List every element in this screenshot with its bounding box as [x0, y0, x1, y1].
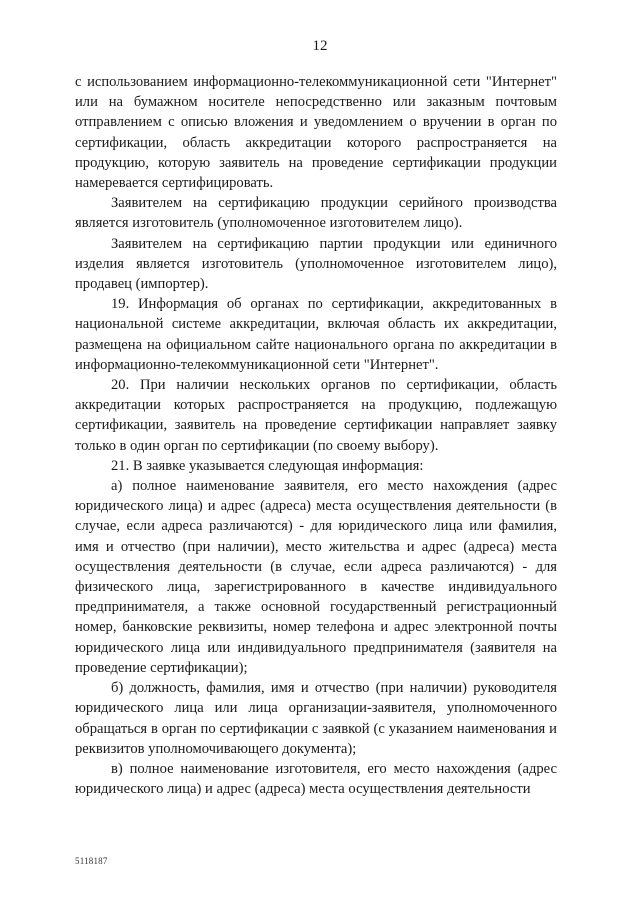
- paragraph-subitem-b: б) должность, фамилия, имя и отчество (при наличии) руководителя юридического лица или лица организации-заявителя, уполномоченного обращаться в орган по сертификации с заявкой (с указанием наименования и реквизитов уполномочивающего документа);: [75, 680, 557, 757]
- paragraph-subitem-v: в) полное наименование изготовителя, его место нахождения (адрес юридического лица) и адрес (адреса) места осуществления деятельности: [75, 760, 557, 798]
- paragraph-serial-applicant: Заявителем на сертификацию продукции серийного производства является изготовитель (уполномоченное изготовителем лицо).: [75, 195, 557, 232]
- paragraph-batch-applicant: Заявителем на сертификацию партии продукции или единичного изделия является изготовитель (уполномоченное изготовителем лицо), продавец (импортер).: [75, 235, 557, 293]
- document-code: 5118187: [75, 856, 108, 866]
- paragraph-subitem-a: а) полное наименование заявителя, его место нахождения (адрес юридического лица) и адрес (адреса) места осуществления деятельности (в случае, если адреса различаются) - для юридического лица или фамилия, имя и отчество (при наличии), место жительства и адрес (адреса) места осуществления деятельности (в случае, если адреса различаются) - для физического лица, зарегистрированного в качестве индивидуального предпринимателя, а также основной государственный регистрационный номер, банковские реквизиты, номер телефона и адрес электронной почты юридического лица или индивидуального предпринимателя (заявителя на проведение сертификации);: [75, 478, 557, 676]
- paragraph-item-20: 20. При наличии нескольких органов по сертификации, область аккредитации которых распространяется на продукцию, подлежащую сертификации, заявитель на проведение сертификации направляет заявку только в один орган по сертификации (по своему выбору).: [75, 377, 557, 454]
- paragraph-item-21: 21. В заявке указывается следующая информация:: [111, 457, 424, 474]
- paragraph-continuation: с использованием информационно-телекоммуникационной сети "Интернет" или на бумажном носителе непосредственно или заказным почтовым отправлением с описью вложения и уведомлением о вручении в орган по сертификации, область аккредитации которого распространяется на продукцию, которую заявитель на проведение сертификации продукции намеревается сертифицировать.: [75, 74, 557, 192]
- document-body: [75, 72, 557, 799]
- paragraph-item-19: 19. Информация об органах по сертификации, аккредитованных в национальной системе аккредитации, включая область их аккредитации, размещена на официальном сайте национального органа по аккредитации в информационно-телекоммуникационной сети "Интернет".: [75, 296, 557, 373]
- page-number: 12: [312, 38, 328, 54]
